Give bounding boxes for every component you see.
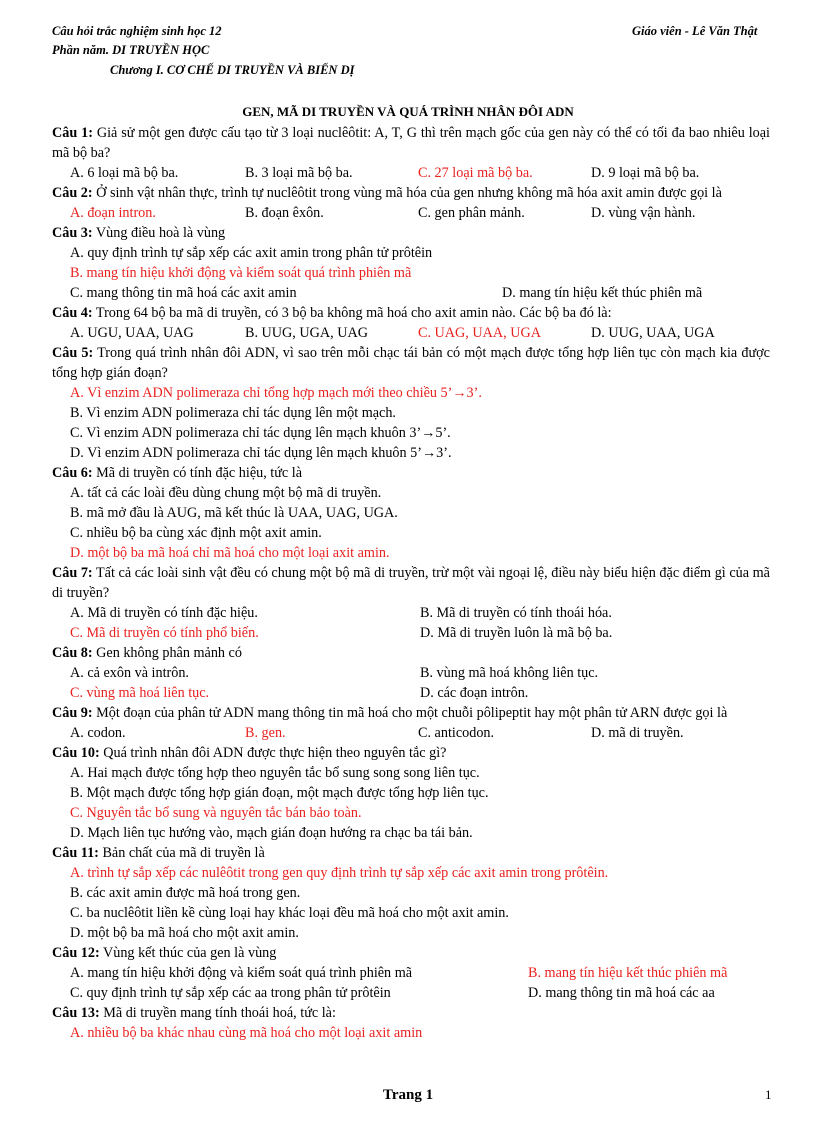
page-number: 1: [765, 1087, 772, 1102]
option-d: D. UUG, UAA, UGA: [591, 325, 715, 341]
option-b: B. Vì enzim ADN polimeraza chỉ tác dụng lên một mạch.: [70, 405, 396, 421]
options-row: [52, 623, 770, 643]
option-d: D. mã di truyền.: [591, 725, 684, 741]
option-d: D. một bộ ba mã hoá cho một axit amin.: [70, 925, 299, 941]
option-a: A. Mã di truyền có tính đặc hiệu.: [70, 605, 258, 621]
option-b: B. mã mở đầu là AUG, mã kết thúc là UAA, UAG, UGA.: [70, 505, 398, 521]
option-c-answer: C. UAG, UAA, UGA: [418, 325, 541, 341]
options-row: [52, 963, 770, 983]
options-row: [52, 983, 770, 1003]
page-footer: Trang 1: [382, 1087, 434, 1103]
question-6: [52, 463, 770, 483]
options-row: [52, 283, 770, 303]
question-11: [52, 843, 770, 863]
option-a: A. cả exôn và intrôn.: [70, 665, 189, 681]
question-label: Câu 9:: [52, 705, 93, 721]
question-13: [52, 1003, 770, 1023]
option-b: B. UUG, UGA, UAG: [245, 325, 368, 341]
question-text: Mã di truyền có tính đặc hiệu, tức là: [92, 465, 303, 481]
option-d-answer: D. một bộ ba mã hoá chỉ mã hoá cho một loại axit amin.: [70, 545, 390, 561]
question-text: Vùng điều hoà là vùng: [92, 225, 226, 241]
question-text: Một đoạn của phân tử ADN mang thông tin mã hoá cho một chuỗi pôlipeptit hay một phân tử ARN được gọi là: [92, 705, 728, 721]
option-d: D. Vì enzim ADN polimeraza chỉ tác dụng lên mạch khuôn 5’→3’.: [70, 445, 452, 461]
question-10: [52, 743, 770, 763]
option-b-answer: B. gen.: [245, 725, 286, 741]
option-c: C. quy định trình tự sắp xếp các aa trong phân tử prôtêin: [70, 985, 391, 1001]
question-12: [52, 943, 770, 963]
question-7: [52, 563, 770, 603]
question-text: Bản chất của mã di truyền là: [98, 845, 265, 861]
question-label: Câu 2:: [52, 185, 93, 201]
option-a-answer: A. đoạn intron.: [70, 205, 156, 221]
doc-part: Phần năm. DI TRUYỀN HỌC: [52, 43, 210, 57]
options-row: [52, 203, 770, 223]
option-a-answer: A. Vì enzim ADN polimeraza chỉ tổng hợp mạch mới theo chiều 5’→3’.: [70, 385, 482, 401]
options-row: [52, 323, 770, 343]
question-label: Câu 4:: [52, 305, 93, 321]
option-d: D. Mạch liên tục hướng vào, mạch gián đoạn hướng ra chạc ba tái bản.: [70, 825, 473, 841]
section-title: GEN, MÃ DI TRUYỀN VÀ QUÁ TRÌNH NHÂN ĐÔI ADN: [242, 104, 574, 119]
option-c: C. mang thông tin mã hoá các axit amin: [70, 285, 297, 301]
question-label: Câu 11:: [52, 845, 99, 861]
option-a: A. 6 loại mã bộ ba.: [70, 165, 179, 181]
question-8: [52, 643, 770, 663]
option-c: C. ba nuclêôtit liền kề cùng loại hay khác loại đều mã hoá cho một axit amin.: [70, 905, 509, 921]
option-a: A. codon.: [70, 725, 126, 741]
question-text: Ở sinh vật nhân thực, trình tự nuclêôtit trong vùng mã hóa của gen nhưng không mã hóa axit amin được gọi là: [92, 185, 722, 201]
option-c-answer: C. Nguyên tắc bổ sung và nguyên tắc bán bảo toàn.: [70, 805, 362, 821]
option-a: A. UGU, UAA, UAG: [70, 325, 194, 341]
option-c-answer: C. 27 loại mã bộ ba.: [418, 165, 533, 181]
option-c: C. nhiều bộ ba cùng xác định một axit amin.: [70, 525, 322, 541]
question-4: [52, 303, 770, 323]
option-c: C. Vì enzim ADN polimeraza chỉ tác dụng lên mạch khuôn 3’→5’.: [70, 425, 451, 441]
option-b: B. 3 loại mã bộ ba.: [245, 165, 353, 181]
question-text: Trong quá trình nhân đôi ADN, vì sao trên mỗi chạc tái bản có một mạch được tổng hợp liên tục còn mạch kia được tổng hợp gián đoạn?: [52, 345, 770, 381]
option-a-answer: A. trình tự sắp xếp các nulêôtit trong gen quy định trình tự sắp xếp các axit amin trong prôtêin.: [70, 865, 609, 881]
options-row: [52, 723, 770, 743]
question-label: Câu 13:: [52, 1005, 100, 1021]
option-b: B. Mã di truyền có tính thoái hóa.: [420, 605, 612, 621]
option-c-answer: C. Mã di truyền có tính phổ biến.: [70, 625, 259, 641]
doc-teacher: Giáo viên - Lê Văn Thật: [632, 24, 758, 38]
option-d: D. 9 loại mã bộ ba.: [591, 165, 700, 181]
question-text: Vùng kết thúc của gen là vùng: [99, 945, 277, 961]
option-d: D. mang tín hiệu kết thúc phiên mã: [502, 285, 703, 301]
options-row: [52, 683, 770, 703]
question-label: Câu 1:: [52, 125, 93, 141]
question-label: Câu 6:: [52, 465, 93, 481]
option-b: B. các axit amin được mã hoá trong gen.: [70, 885, 301, 901]
option-d: D. vùng vận hành.: [591, 205, 696, 221]
option-a-answer: A. nhiều bộ ba khác nhau cùng mã hoá cho một loại axit amin: [70, 1025, 423, 1041]
option-b: B. đoạn êxôn.: [245, 205, 324, 221]
option-b: B. vùng mã hoá không liên tục.: [420, 665, 599, 681]
option-b-answer: B. mang tín hiệu khởi động và kiểm soát quá trình phiên mã: [70, 265, 412, 281]
doc-chapter: Chương I. CƠ CHẾ DI TRUYỀN VÀ BIẾN DỊ: [110, 63, 355, 77]
question-text: Trong 64 bộ ba mã di truyền, có 3 bộ ba không mã hoá cho axit amin nào. Các bộ ba đó là:: [92, 305, 612, 321]
question-text: Quá trình nhân đôi ADN được thực hiện theo nguyên tắc gì?: [99, 745, 447, 761]
option-b: B. Một mạch được tổng hợp gián đoạn, một mạch được tổng hợp liên tục.: [70, 785, 489, 801]
option-d: D. mang thông tin mã hoá các aa: [528, 985, 715, 1001]
option-d: D. các đoạn intrôn.: [420, 685, 529, 701]
option-a: A. tất cả các loài đều dùng chung một bộ mã di truyền.: [70, 485, 382, 501]
option-c: C. anticodon.: [418, 725, 495, 741]
question-label: Câu 5:: [52, 345, 94, 361]
question-label: Câu 10:: [52, 745, 100, 761]
question-5: [52, 343, 770, 383]
question-1: [52, 123, 770, 163]
option-d: D. Mã di truyền luôn là mã bộ ba.: [420, 625, 613, 641]
option-b-answer: B. mang tín hiệu kết thúc phiên mã: [528, 965, 728, 981]
options-row: [52, 163, 770, 183]
option-c: C. gen phân mảnh.: [418, 205, 525, 221]
question-text: Gen không phân mảnh có: [92, 645, 242, 661]
question-text: Giả sử một gen được cấu tạo từ 3 loại nuclêôtit: A, T, G thì trên mạch gốc của gen này có thể có tối đa bao nhiêu loại mã bộ ba?: [52, 125, 770, 161]
question-text: Tất cả các loài sinh vật đều có chung một bộ mã di truyền, trừ một vài ngoại lệ, điều này biểu hiện đặc điểm gì của mã di truyền?: [52, 565, 770, 601]
question-label: Câu 8:: [52, 645, 93, 661]
option-a: A. Hai mạch được tổng hợp theo nguyên tắc bổ sung song song liên tục.: [70, 765, 480, 781]
option-a: A. quy định trình tự sắp xếp các axit amin trong phân tử prôtêin: [70, 245, 433, 261]
question-2: [52, 183, 770, 203]
option-a: A. mang tín hiệu khởi động và kiểm soát quá trình phiên mã: [70, 965, 413, 981]
question-list: [52, 123, 770, 1043]
doc-subject: Câu hỏi trắc nghiệm sinh học 12: [52, 24, 222, 38]
question-label: Câu 3:: [52, 225, 93, 241]
question-3: [52, 223, 770, 243]
option-c-answer: C. vùng mã hoá liên tục.: [70, 685, 210, 701]
question-9: [52, 703, 770, 723]
question-label: Câu 12:: [52, 945, 100, 961]
question-text: Mã di truyền mang tính thoái hoá, tức là:: [99, 1005, 336, 1021]
options-row: [52, 603, 770, 623]
options-row: [52, 663, 770, 683]
question-label: Câu 7:: [52, 565, 93, 581]
